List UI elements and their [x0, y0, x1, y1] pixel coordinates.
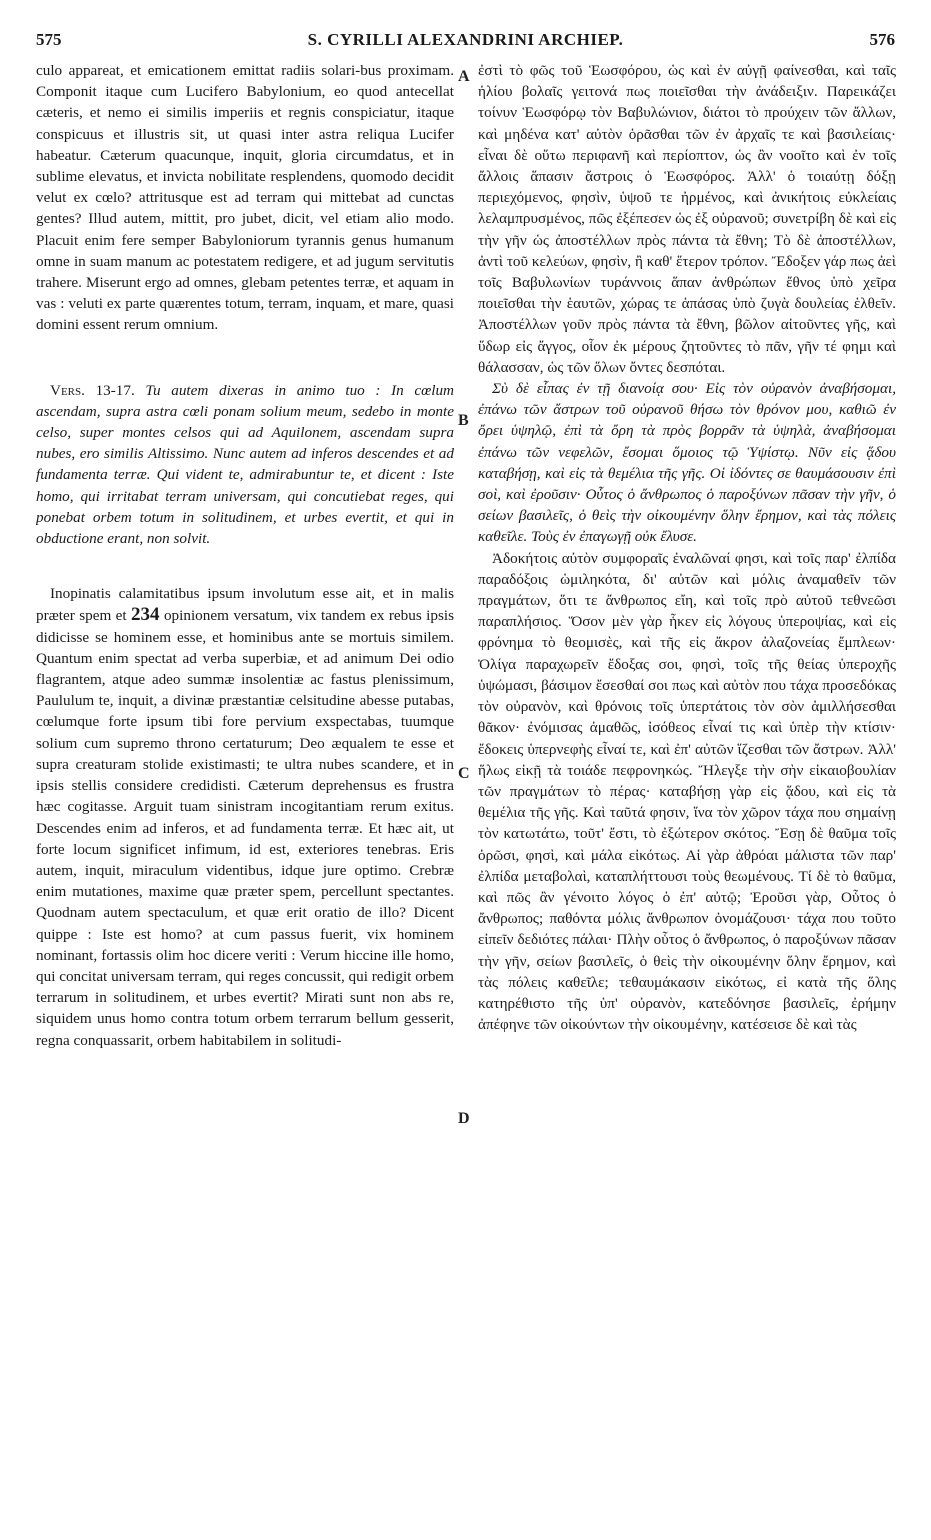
running-header: [36, 30, 895, 58]
spacer: [36, 549, 454, 583]
greek-paragraph-1: ἐστὶ τὸ φῶς τοῦ Ἑωσφόρου, ὡς καὶ ἐν αὐγῇ φαίνεσθαι, καὶ ταῖς ἡλίου βολαῖς γειτονά πως ποιεῖσθαι τὴν ἀνάδειξιν. Παρεικάζει τοίνυν Ἑωσφόρῳ τὸν Βαβυλώνιον, διάτοι τὸ προύχειν τῶν ἄλλων, καὶ μηδένα κατ' αὐτὸν ὁρᾶσθαι τῶν ἐν ἀρχαῖς τε καὶ βασιλείαις· εἶναι δὲ οὕτω περιφανῆ καὶ περίοπτον, ὡς ἂν νοοῖτο καὶ ἐν τοῖς ἄλλοις ἅπασιν ἄστροις ὁ Ἑωσφόρος. Ἀλλ' ὁ τοιαύτῃ δόξῃ περιεχόμενος, φησὶν, ὑψοῦ τε ἠρμένος, καὶ ἀνικήτοις εὐκλείαις λελαμπρυσμένος, πῶς ἐξέπεσεν ὡς ἐξ οὐρανοῦ; συνετρίβη δὲ καὶ εἰς τὴν γῆν ὡς ἀποστέλλων πρὸς πάντα τὰ ἔθνη; Τὸ δὲ ἀποστέλλων, ἀντὶ τοῦ κελεύων, φησὶν, ἢ καθ' ἕτερον τρόπον. Ἔδοξεν γάρ πως ἀεὶ τοῖς Βαβυλωνίων τυράννοις ἅπαν ἀνθρώπων ἔθνος ὑπὸ χεῖρα ποιεῖσθαι τὴν ἑαυτῶν, χώρας τε ἁπάσας ὑπὸ ζυγὰ δουλείας ἑλθεῖν. Ἀποστέλλων γοῦν πρὸς πάντα τὰ ἔθνη, βῶλον αἰτοῦντες γῆς, καὶ ὕδωρ εἰς ἄγγος, οἷον ἐκ μέρους ζητοῦντες τὸ πᾶν, γῆν τέ φημι καὶ θάλασσαν, ὡς τῶν ὅλων ὄντες δεσπόται.: [478, 62, 896, 376]
section-marker-a: A: [458, 68, 470, 85]
section-marker-c: C: [458, 765, 470, 782]
greek-paragraph-3: Ἀδοκήτοις αὐτὸν συμφοραῖς ἐναλῶναί φησι, καὶ τοῖς παρ' ἐλπίδα παραδόξοις ὡμιληκότα, δι' αὐτῶν καὶ μόλις ἀναμαθεῖν τῶν πραγμάτων, ὅτι τε ἄνθρωπος εἴη, καὶ τοῖς πρὸ αὐτοῦ τεθνεῶσι παραπλήσιος. Ὅσον μὲν γὰρ ἧκεν εἰς λόγους ὑπεροψίας, καὶ εἰς φρόνημα τὸ θεομισὲς, καὶ τῆς εἰς ἄκρον ἀλαζονείας ἔμπλεων· Ὀλίγα παραχωρεῖν ἔδοξας σοι, φησὶ, τοῖς τῆς θείας ὑπεροχῆς ὑψώμασι, βάσιμον ἔσεσθαί σοι πως καὶ αὐτὸν που τάχα προσεδόκας τὸν οὐρανὸν, καὶ θρόνοις τοῖς ὑπερτάτοις τὸν σὸν ἁμιλλήσεσθαι θᾶκον· ἐνόμισας ἀμαθῶς, ἰσόθεος εἶναί τις καὶ ὑπὲρ τὴν κτίσιν· ἔδοκεις ὑπερνεφὴς εἶναί τε, καὶ ἐπ' αὐτῶν ἵζεσθαι τῶν ἄστρων. Ἀλλ' ἥλως εἰκῇ τὰ τοιάδε πεφρονηκώς. Ἤλεγξε τὴν σὴν εἰκαιοβουλίαν τῶν πραγμάτων τὸ πέρας· καταβήσῃ γὰρ εἰς ᾅδου, καὶ εἰς τὰ θεμέλια τῆς γῆς. Καὶ ταῦτά φησιν, ἵνα τὸν χῶρον τάχα που σημαίνῃ τὸν κατωτάτω, τοῦτ' ἔστι, τὸ ἐξώτερον σκότος. Ἔσῃ δὲ θαῦμα τοῖς ὁρῶσι, φησὶ, καὶ μάλα εἰκότως. Αἱ γὰρ ἀθρόαι μάλιστα τῶν παρ' ἐλπίδα μεταβολαὶ, καταπλήττουσι τοὺς θεωμένους. Τί δὲ τὸ θαῦμα, καὶ πῶς ἂν γένοιτο λόγος ὁ ἐπ' αὐτῷ; Ἐροῦσι γὰρ, Οὗτος ὁ ἄνθρωπος; παθόντα μόλις ἄνθρωπον ὀνομάζουσι· τάχα που τοῦτο εἰπεῖν δεδιότες πάλαι· Πλὴν οὗτος ὁ ἄνθρωπος, ὁ παροξύνων πᾶσαν τὴν γῆν, σείων βασιλεῖς, ὁ θεὶς τὴν οἰκουμένην ὅλην ἔρημον, καὶ τὰς πόλεις καθεῖλε; τεθαυμάκασιν εἰκότως, εἰ κατὰ τῆς ὅλης κατηρέθιστο τῆς ὑπ' οὐρανὸν, κατεδόνησε βασιλεῖς, ἐρήμην ἀπέφηνε τῶν οἰκούντων τὴν οἰκουμένην, κατέσεισε δὲ καὶ τὰς: [478, 549, 896, 1034]
latin-column: [36, 60, 454, 1520]
greek-verse-text: Σὺ δὲ εἶπας ἐν τῇ διανοίᾳ σου· Εἰς τὸν οὐρανὸν ἀναβήσομαι, ἐπάνω τῶν ἄστρων τοῦ οὐρανοῦ θήσω τὸν θρόνον μου, καθιῶ ἐν ὄρει ὑψηλῷ, ἐπὶ τὰ ὄρη τὰ πρὸς βορρᾶν τὰ ὑψηλὰ, ἀναβήσομαι ἐπάνω τῶν νεφελῶν, ἔσομαι ὅμοιος τῷ Ὑψίστῳ. Νῦν εἰς ᾅδου καταβήσῃ, καὶ εἰς τὰ θεμέλια τῆς γῆς. Οἱ ἰδόντες σε θαυμάσουσιν ἐπὶ σοὶ, καὶ ἐροῦσιν· Οὗτος ὁ ἄνθρωπος ὁ παροξύνων πᾶσαν τὴν γῆν, ὁ σείων βασιλεῖς, ὁ θεὶς τὴν οἰκουμένην ὅλην ἔρημον, καὶ τὰς πόλεις καθεῖλε. Τοὺς ἐν ἐπαγωγῇ οὐκ ἔλυσε.: [478, 380, 896, 546]
section-marker-b: B: [458, 412, 469, 429]
latin-paragraph-3-rest: opinionem versatum, vix tandem ex rebus ipsis didicisse se hominem esse, et hominibus ante se mortuis similem. Quantum enim spectat ad verba superbiæ, et ad animum Dei odio flagrantem, atque adeo summæ insolentiæ ac fastus plenissimum, Paululum te, inquit, a divinæ præstantiæ celsitudine abesse putabas, cœlumque forte ipsum tibi fore pervium exspectabas, tuumque solium cum supremo throno certaturum; Deo æqualem te esse et supra creaturam stolide existimasti; te ultra nubes scandere, et in ipsis stellis considere credidisti. Cæterum deprehensus es frustra hæc cogitasse. Arguit tuam sinistram incogitantiam rerum exitus. Descendes enim ad inferos, et ad fundamenta terræ. Et hæc ait, ut forte locum significet infimum, id est, exteriores tenebras. Eris autem, inquit, miraculum videntibus, idque jure optimo. Crebræ enim mutationes, maxime quæ præter spem, percellunt spectantes. Quodnam autem spectaculum, et quæ erit oratio de illo? Dicent quippe : Iste est homo? at cum passus fuerit, vix hominem nominant, fortassis olim hoc dicere veriti : Verum hiccine ille homo, qui concitat universam terram, qui reges concussit, qui redigit orbem terrarum in solitudinem, et urbes evertit? Mirati sunt non abs re, siquidem unus homo contra totum orbem terrarum bellum gesserit, regna conquassarit, orbem habitabilem in solitudi-: [36, 607, 454, 1049]
page-number-right: 576: [869, 30, 895, 49]
latin-paragraph-1: culo appareat, et emicationem emittat radiis solari-bus proximam. Componit itaque cum Lucifero Babylonium, eo quod antecellat cæteris, et nemo ei similis imperiis et regnis conspiciatur, itaque conspicuus et illustris sit, ut quasi inter astra reliqua Lucifer habeatur. Cæterum quacunque, inquit, gloria circumdatus, et in sublime elevatus, et invicta nobilitate resplendens, quomodo decidit velut ex cœlo? attritusque est ad terram qui mittebat ad cunctas gentes? Illud autem, mittit, pro jubet, dicit, vel etiam alio modo. Placuit enim fere semper Babyloniorum tyrannis genus humanum omne in suam manum ac potestatem redigere, et ad jugum servitutis trahere. Miserunt ergo ad omnes, glebam petentes terræ, et aquam in vas : veluti ex parte quærentes totum, terram, inquam, et mare, quasi domini essent rerum omnium.: [36, 62, 454, 334]
latin-verse-text: Tu autem dixeras in animo tuo : In cœlum ascendam, supra astra cœli ponam solium meum, sedebo in monte celso, super montes celsos qui ad Aquilonem, ascendam supra nubes, ero similis Altissimo. Nunc autem ad inferos descendes et ad fundamenta terræ. Qui vident te, admirabuntur te, et dicent : Iste homo, qui irritabat terram universam, qui concutiebat reges, qui ponebat orbem totum in solitudinem, et urbes evertit, et qui in obductione erant, non solvit.: [36, 381, 454, 548]
page-number-left: 575: [36, 30, 62, 49]
spacer: [36, 336, 454, 380]
verse-label: Vers. 13-17.: [50, 381, 135, 399]
section-marker-d: D: [458, 1110, 470, 1127]
marginal-page-number: 234: [131, 604, 160, 626]
greek-column: [478, 60, 896, 1520]
latin-verse-block: [36, 380, 454, 550]
running-title: S. CYRILLI ALEXANDRINI ARCHIEP.: [307, 30, 624, 49]
latin-paragraph-3: [36, 583, 454, 1050]
latin-paragraph-3-start: Inopinatis calamitatibus ipsum involutum esse ait, et in malis præter spem et: [36, 585, 454, 625]
